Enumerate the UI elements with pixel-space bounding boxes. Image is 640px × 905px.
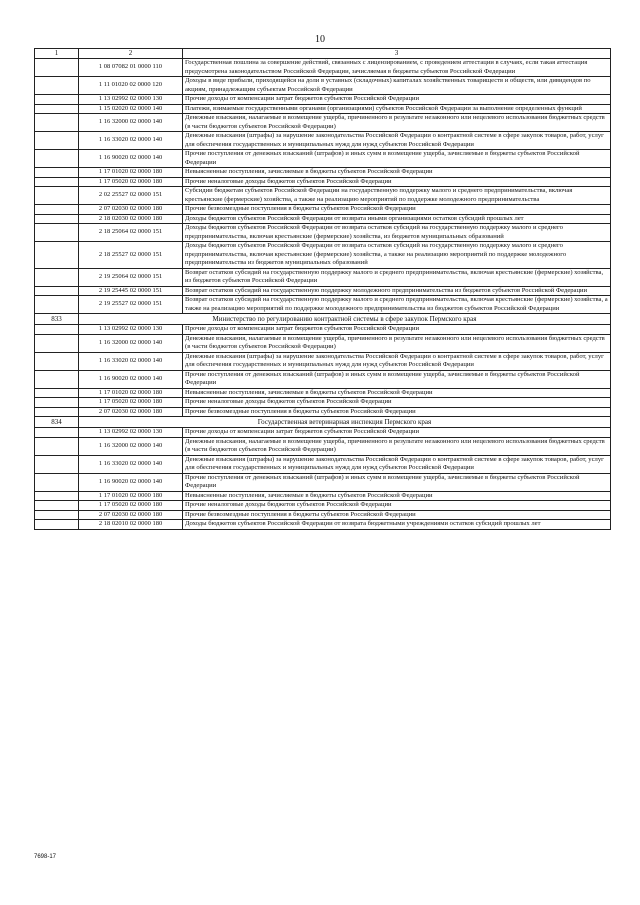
admin-code-cell xyxy=(35,187,79,205)
table-row xyxy=(35,132,611,150)
admin-code-cell xyxy=(35,398,79,408)
revenue-description-cell: Невыясненные поступления, зачисляемые в бюджеты субъектов Российской Федерации xyxy=(183,388,611,398)
revenue-code-cell: 1 17 01020 02 0000 180 xyxy=(79,491,183,501)
admin-code-cell xyxy=(35,177,79,187)
table-row xyxy=(35,473,611,491)
table-row xyxy=(35,104,611,114)
table-row xyxy=(35,168,611,178)
revenue-description-cell: Денежные взыскания (штрафы) за нарушение законодательства Российской Федерации о контрактной системе в сфере закупок товаров, работ, услуг для обеспечения государственных и муниципальных нужд для нужд субъектов Российской Федерации xyxy=(183,132,611,150)
table-row xyxy=(35,334,611,352)
revenue-code-cell: 2 18 25064 02 0000 151 xyxy=(79,224,183,242)
revenue-code-cell: 1 16 90020 02 0000 140 xyxy=(79,370,183,388)
admin-code-cell xyxy=(35,205,79,215)
section-code: 833 xyxy=(35,314,79,325)
header-col-1: 1 xyxy=(35,49,79,59)
revenue-codes-table xyxy=(34,48,611,530)
revenue-description-cell: Доходы бюджетов субъектов Российской Федерации от возврата остатков субсидий на государственную поддержку малого и среднего предпринимательства, включая крестьянские (фермерские) хозяйства, из бюджетов муниципальных образований xyxy=(183,224,611,242)
table-row xyxy=(35,95,611,105)
revenue-code-cell: 1 08 07082 01 0000 110 xyxy=(79,59,183,77)
table-row xyxy=(35,114,611,132)
revenue-description-cell: Прочие поступления от денежных взысканий (штрафов) и иных сумм в возмещение ущерба, зачисляемые в бюджеты субъектов Российской Федерации xyxy=(183,370,611,388)
table-row xyxy=(35,520,611,530)
table-body xyxy=(35,59,611,530)
revenue-code-cell: 1 13 02992 02 0000 130 xyxy=(79,325,183,335)
table-row xyxy=(35,352,611,370)
header-col-3: 3 xyxy=(183,49,611,59)
table-row xyxy=(35,455,611,473)
table-row xyxy=(35,437,611,455)
table-row xyxy=(35,428,611,438)
revenue-description-cell: Субсидии бюджетам субъектов Российской Федерации на государственную поддержку малого и среднего предпринимательства, включая крестьянские (фермерские) хозяйства, а также на реализацию мероприятий по поддержке молодежного предпринимательства xyxy=(183,187,611,205)
table-row xyxy=(35,187,611,205)
table-row xyxy=(35,59,611,77)
revenue-code-cell: 1 16 32000 02 0000 140 xyxy=(79,114,183,132)
admin-code-cell xyxy=(35,334,79,352)
admin-code-cell xyxy=(35,224,79,242)
table-row xyxy=(35,398,611,408)
footer-document-code: 7698-17 xyxy=(34,854,57,860)
revenue-description-cell: Прочие поступления от денежных взысканий (штрафов) и иных сумм в возмещение ущерба, зачисляемые в бюджеты субъектов Российской Федерации xyxy=(183,150,611,168)
admin-code-cell xyxy=(35,150,79,168)
admin-code-cell xyxy=(35,59,79,77)
admin-code-cell xyxy=(35,501,79,511)
admin-code-cell xyxy=(35,296,79,314)
table-row xyxy=(35,205,611,215)
revenue-code-cell: 1 13 02992 02 0000 130 xyxy=(79,95,183,105)
table-row xyxy=(35,268,611,286)
revenue-description-cell: Доходы бюджетов субъектов Российской Федерации от возврата иными организациями остатков субсидий прошлых лет xyxy=(183,214,611,224)
table-row xyxy=(35,286,611,296)
revenue-code-cell: 1 15 02020 02 0000 140 xyxy=(79,104,183,114)
revenue-code-cell: 2 19 25064 02 0000 151 xyxy=(79,268,183,286)
revenue-code-cell: 1 17 05020 02 0000 180 xyxy=(79,177,183,187)
table-row xyxy=(35,214,611,224)
revenue-description-cell: Возврат остатков субсидий на государственную поддержку малого и среднего предпринимательства, включая крестьянские (фермерские) хозяйства, из бюджетов субъектов Российской Федерации xyxy=(183,268,611,286)
admin-code-cell xyxy=(35,286,79,296)
admin-code-cell xyxy=(35,520,79,530)
revenue-description-cell: Платежи, взимаемые государственными органами (организациями) субъектов Российской Федерации за выполнение определенных функций xyxy=(183,104,611,114)
table-row xyxy=(35,501,611,511)
table-row xyxy=(35,296,611,314)
admin-code-cell xyxy=(35,352,79,370)
revenue-code-cell: 1 16 33020 02 0000 140 xyxy=(79,352,183,370)
revenue-description-cell: Прочие неналоговые доходы бюджетов субъектов Российской Федерации xyxy=(183,177,611,187)
revenue-description-cell: Денежные взыскания (штрафы) за нарушение законодательства Российской Федерации о контрактной системе в сфере закупок товаров, работ, услуг для обеспечения государственных и муниципальных нужд для нужд субъектов Российской Федерации xyxy=(183,455,611,473)
revenue-description-cell: Денежные взыскания, налагаемые в возмещение ущерба, причиненного в результате незаконного или нецелевого использования бюджетных средств (в части бюджетов субъектов Российской Федерации) xyxy=(183,437,611,455)
revenue-code-cell: 2 19 25445 02 0000 151 xyxy=(79,286,183,296)
revenue-description-cell: Доходы в виде прибыли, приходящейся на доли в уставных (складочных) капиталах хозяйственных товариществ и обществ, или дивидендов по акциям, принадлежащим субъектам Российской Федерации xyxy=(183,77,611,95)
revenue-code-cell: 1 16 32000 02 0000 140 xyxy=(79,437,183,455)
revenue-description-cell: Прочие доходы от компенсации затрат бюджетов субъектов Российской Федерации xyxy=(183,95,611,105)
admin-code-cell xyxy=(35,473,79,491)
revenue-code-cell: 2 02 25527 02 0000 151 xyxy=(79,187,183,205)
revenue-description-cell: Возврат остатков субсидий на государственную поддержку молодежного предпринимательства из бюджетов субъектов Российской Федерации xyxy=(183,286,611,296)
table-row xyxy=(35,407,611,417)
admin-code-cell xyxy=(35,95,79,105)
section-row xyxy=(35,314,611,325)
table-header-row xyxy=(35,49,611,59)
revenue-description-cell: Прочие поступления от денежных взысканий (штрафов) и иных сумм в возмещение ущерба, зачисляемые в бюджеты субъектов Российской Федерации xyxy=(183,473,611,491)
admin-code-cell xyxy=(35,104,79,114)
admin-code-cell xyxy=(35,407,79,417)
revenue-code-cell: 1 16 32000 02 0000 140 xyxy=(79,334,183,352)
revenue-description-cell: Доходы бюджетов субъектов Российской Федерации от возврата бюджетными учреждениями остатков субсидий прошлых лет xyxy=(183,520,611,530)
revenue-code-cell: 1 16 33020 02 0000 140 xyxy=(79,455,183,473)
page-number: 10 xyxy=(315,34,325,45)
table-row xyxy=(35,177,611,187)
revenue-code-cell: 2 18 02010 02 0000 180 xyxy=(79,520,183,530)
admin-code-cell xyxy=(35,428,79,438)
admin-code-cell xyxy=(35,242,79,269)
section-row xyxy=(35,417,611,428)
revenue-description-cell: Прочие доходы от компенсации затрат бюджетов субъектов Российской Федерации xyxy=(183,325,611,335)
admin-code-cell xyxy=(35,132,79,150)
revenue-description-cell: Прочие безвозмездные поступления в бюджеты субъектов Российской Федерации xyxy=(183,205,611,215)
revenue-description-cell: Прочие безвозмездные поступления в бюджеты субъектов Российской Федерации xyxy=(183,407,611,417)
revenue-description-cell: Невыясненные поступления, зачисляемые в бюджеты субъектов Российской Федерации xyxy=(183,491,611,501)
table-row xyxy=(35,370,611,388)
header-col-2: 2 xyxy=(79,49,183,59)
table-row xyxy=(35,510,611,520)
section-title: Министерство по регулированию контрактной системы в сфере закупок Пермского края xyxy=(79,314,611,325)
table-row xyxy=(35,325,611,335)
revenue-description-cell: Государственная пошлина за совершение действий, связанных с лицензированием, с проведением аттестации в случаях, если такая аттестация предусмотрена законодательством Российской Федерации, зачисляемая в бюджеты субъектов Российской Федерации xyxy=(183,59,611,77)
revenue-description-cell: Прочие неналоговые доходы бюджетов субъектов Российской Федерации xyxy=(183,398,611,408)
revenue-description-cell: Возврат остатков субсидий на государственную поддержку малого и среднего предпринимательства, включая крестьянские (фермерские) хозяйства, а также на реализацию мероприятий по поддержке молодежного предпринимательства из бюджетов субъектов Российской Федерации xyxy=(183,296,611,314)
revenue-code-cell: 1 17 01020 02 0000 180 xyxy=(79,388,183,398)
admin-code-cell xyxy=(35,437,79,455)
table-row xyxy=(35,150,611,168)
revenue-description-cell: Доходы бюджетов субъектов Российской Федерации от возврата остатков субсидий на государственную поддержку малого и среднего предпринимательства, включая крестьянские (фермерские) хозяйства, а также на реализацию мероприятий по поддержке молодежного предпринимательства из бюджетов муниципальных образований xyxy=(183,242,611,269)
section-title: Государственная ветеринарная инспекция Пермского края xyxy=(79,417,611,428)
revenue-description-cell: Прочие доходы от компенсации затрат бюджетов субъектов Российской Федерации xyxy=(183,428,611,438)
revenue-description-cell: Невыясненные поступления, зачисляемые в бюджеты субъектов Российской Федерации xyxy=(183,168,611,178)
revenue-code-cell: 1 11 01020 02 0000 120 xyxy=(79,77,183,95)
table-row xyxy=(35,388,611,398)
revenue-code-cell: 1 13 02992 02 0000 130 xyxy=(79,428,183,438)
table-row xyxy=(35,242,611,269)
admin-code-cell xyxy=(35,510,79,520)
revenue-description-cell: Денежные взыскания, налагаемые в возмещение ущерба, причиненного в результате незаконного или нецелевого использования бюджетных средств (в части бюджетов субъектов Российской Федерации) xyxy=(183,114,611,132)
admin-code-cell xyxy=(35,214,79,224)
admin-code-cell xyxy=(35,491,79,501)
revenue-code-cell: 2 18 02030 02 0000 180 xyxy=(79,214,183,224)
revenue-code-cell: 1 16 90020 02 0000 140 xyxy=(79,150,183,168)
revenue-code-cell: 2 07 02030 02 0000 180 xyxy=(79,407,183,417)
revenue-code-cell: 2 07 02030 02 0000 180 xyxy=(79,510,183,520)
admin-code-cell xyxy=(35,388,79,398)
revenue-description-cell: Денежные взыскания (штрафы) за нарушение законодательства Российской Федерации о контрактной системе в сфере закупок товаров, работ, услуг для обеспечения государственных и муниципальных нужд для нужд субъектов Российской Федерации xyxy=(183,352,611,370)
admin-code-cell xyxy=(35,455,79,473)
revenue-description-cell: Денежные взыскания, налагаемые в возмещение ущерба, причиненного в результате незаконного или нецелевого использования бюджетных средств (в части бюджетов субъектов Российской Федерации) xyxy=(183,334,611,352)
table-row xyxy=(35,77,611,95)
revenue-code-cell: 2 19 25527 02 0000 151 xyxy=(79,296,183,314)
revenue-code-cell: 1 17 01020 02 0000 180 xyxy=(79,168,183,178)
table-row xyxy=(35,491,611,501)
revenue-code-cell: 1 17 05020 02 0000 180 xyxy=(79,501,183,511)
revenue-code-cell: 1 16 33020 02 0000 140 xyxy=(79,132,183,150)
admin-code-cell xyxy=(35,268,79,286)
section-code: 834 xyxy=(35,417,79,428)
revenue-description-cell: Прочие безвозмездные поступления в бюджеты субъектов Российской Федерации xyxy=(183,510,611,520)
revenue-code-cell: 2 18 25527 02 0000 151 xyxy=(79,242,183,269)
revenue-code-cell: 2 07 02030 02 0000 180 xyxy=(79,205,183,215)
revenue-description-cell: Прочие неналоговые доходы бюджетов субъектов Российской Федерации xyxy=(183,501,611,511)
admin-code-cell xyxy=(35,77,79,95)
revenue-code-cell: 1 16 90020 02 0000 140 xyxy=(79,473,183,491)
admin-code-cell xyxy=(35,370,79,388)
admin-code-cell xyxy=(35,114,79,132)
admin-code-cell xyxy=(35,168,79,178)
revenue-code-cell: 1 17 05020 02 0000 180 xyxy=(79,398,183,408)
admin-code-cell xyxy=(35,325,79,335)
table-row xyxy=(35,224,611,242)
